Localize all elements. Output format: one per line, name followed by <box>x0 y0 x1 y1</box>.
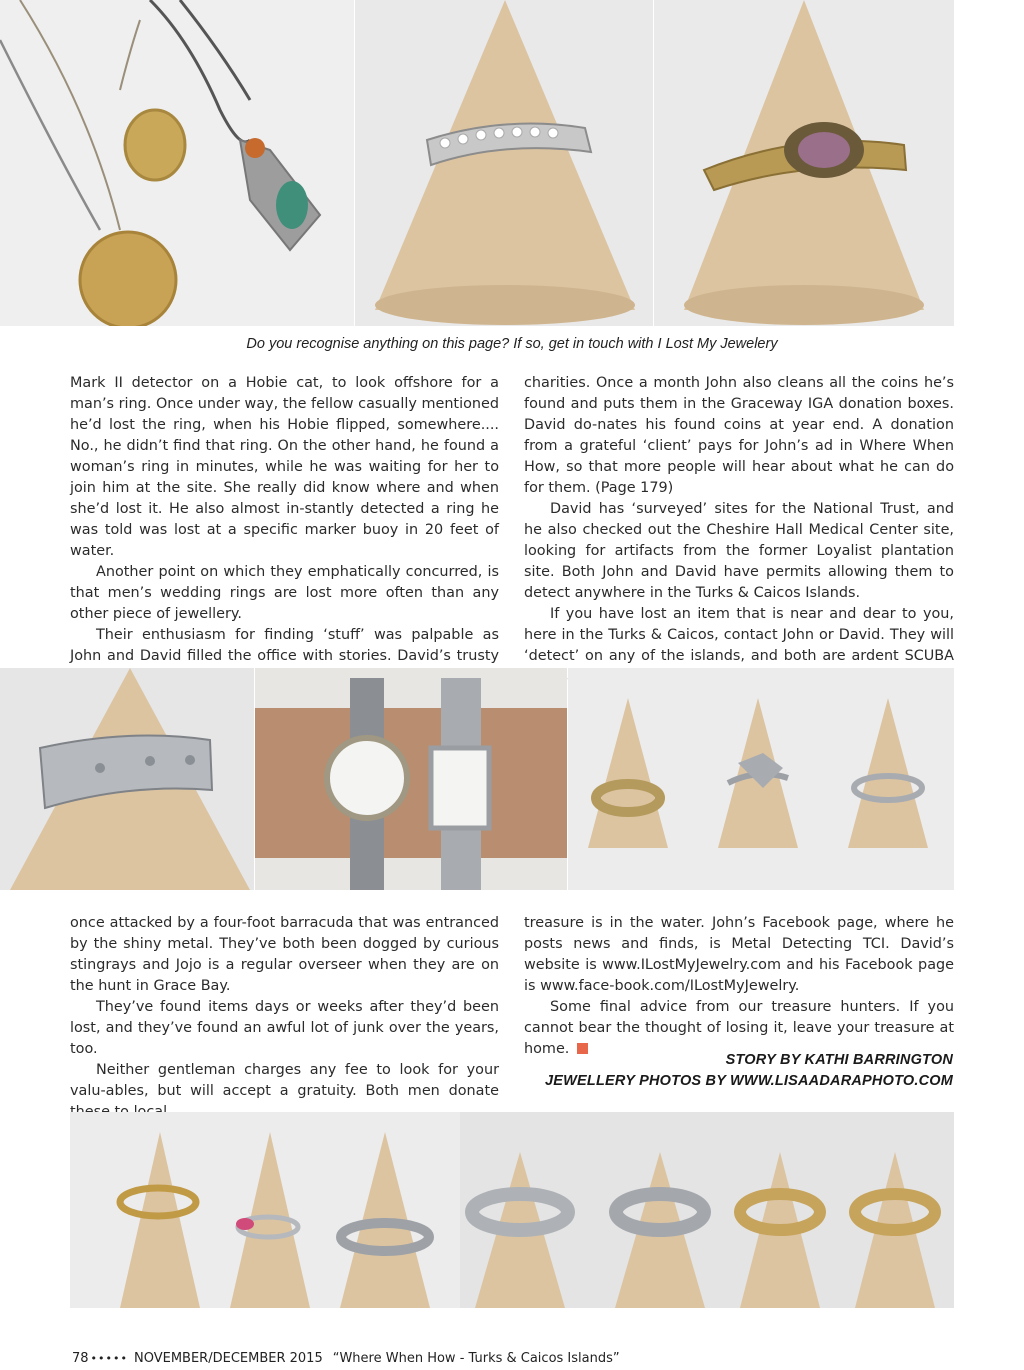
page-number: 78 <box>72 1351 89 1366</box>
photo-credit: JEWELLERY PHOTOS BY WWW.LISAADARAPHOTO.COM <box>545 1073 953 1089</box>
column-bottom-right <box>524 913 954 1060</box>
photo-rings-on-cones-row <box>70 1112 954 1308</box>
photo-three-rings-on-cones <box>568 668 954 890</box>
column-top-right <box>524 373 954 688</box>
paragraph: treasure is in the water. John’s Facebook page, where he posts news and finds, is Metal Detecting TCI. David’s website is www.ILostMyJewelry.com and his Facebook page is www.face-book.com/ILostMyJewelry. <box>524 915 954 994</box>
column-top-left <box>70 373 499 688</box>
story-credit: STORY BY KATHI BARRINGTON <box>725 1052 953 1068</box>
photo-diamond-band-on-cone <box>355 0 653 326</box>
column-bottom-left <box>70 913 499 1123</box>
photo-class-ring-on-cone <box>654 0 954 326</box>
paragraph: Neither gentleman charges any fee to look for your valu-ables, but will accept a gratuity. Both men donate <box>70 1062 499 1099</box>
photo-watches-on-wrist <box>255 668 567 890</box>
paragraph: David has ‘surveyed’ sites for the National Trust, and he also checked out the Cheshire Hall Medical Center site, looking for artifacts from the former Loyalist plantation site. Both John and David have permits allowing them to detect anywhere in the Turks & Caicos Islands. <box>524 501 954 601</box>
final-sentence: Some final advice from our treasure hunters. If you cannot bear the thought of losing it, leave your treasure at home. <box>524 999 954 1057</box>
magazine-title: “Where When How - Turks & Caicos Islands” <box>332 1351 620 1366</box>
paragraph: charities. Once a month John also cleans all the coins he’s found and puts them in the Graceway IGA donation boxes. David do-nates his found coins at year end. A donation from a grateful ‘client’ pays for John’s ad in Where When How, so that more people will hear about what he can do for them. (Page 179) <box>524 375 954 496</box>
photo-credits <box>545 1050 953 1092</box>
photo-caption: Do you recognise anything on this page? If so, get in touch with I Lost My Jewelery <box>246 336 778 352</box>
paragraph: If you have lost an item that is near and dear to you, here in the Turks & Caicos, contact John or David. They will ‘detect’ on any of the islands, and both are ardent SCUBA <box>524 606 954 664</box>
paragraph: Mark II detector on a Hobie cat, to look offshore for a man’s ring. Once under way, the fellow casually mentioned he’d lost the ring, when his Hobie flipped, somewhere.... No., he didn’t find that ring. On the other hand, he found a woman’s ring in minutes, while he was waiting for her to join him at the site. She really did know where and when she’d lost it. He also almost in-stantly detected a ring he was told was lost at a specific marker buoy in 20 feet of water. <box>70 375 499 559</box>
issue-date: NOVEMBER/DECEMBER 2015 <box>134 1351 323 1366</box>
paragraph: Their enthusiasm for finding ‘stuff’ was palpable as John and David filled the office with stories. David’s trusty <box>70 627 499 664</box>
page-footer <box>72 1351 620 1366</box>
paragraph: Another point on which they emphatically concurred, is that men’s wedding rings are lost more often than any other piece of jewellery. <box>70 564 499 622</box>
paragraph: They’ve found items days or weeks after they’d been lost, and they’ve found an awful lot of junk over the years, too. <box>70 999 499 1057</box>
paragraph: once attacked by a four-foot barracuda that was entranced by the shiny metal. They’ve both been dogged by curious stingrays and Jojo is a regular overseer when they are on the hunt in Grace Bay. <box>70 915 499 994</box>
footer-dots: ••••• <box>90 1352 128 1365</box>
photo-mens-band-on-cone <box>0 668 254 890</box>
photo-necklaces <box>0 0 354 326</box>
